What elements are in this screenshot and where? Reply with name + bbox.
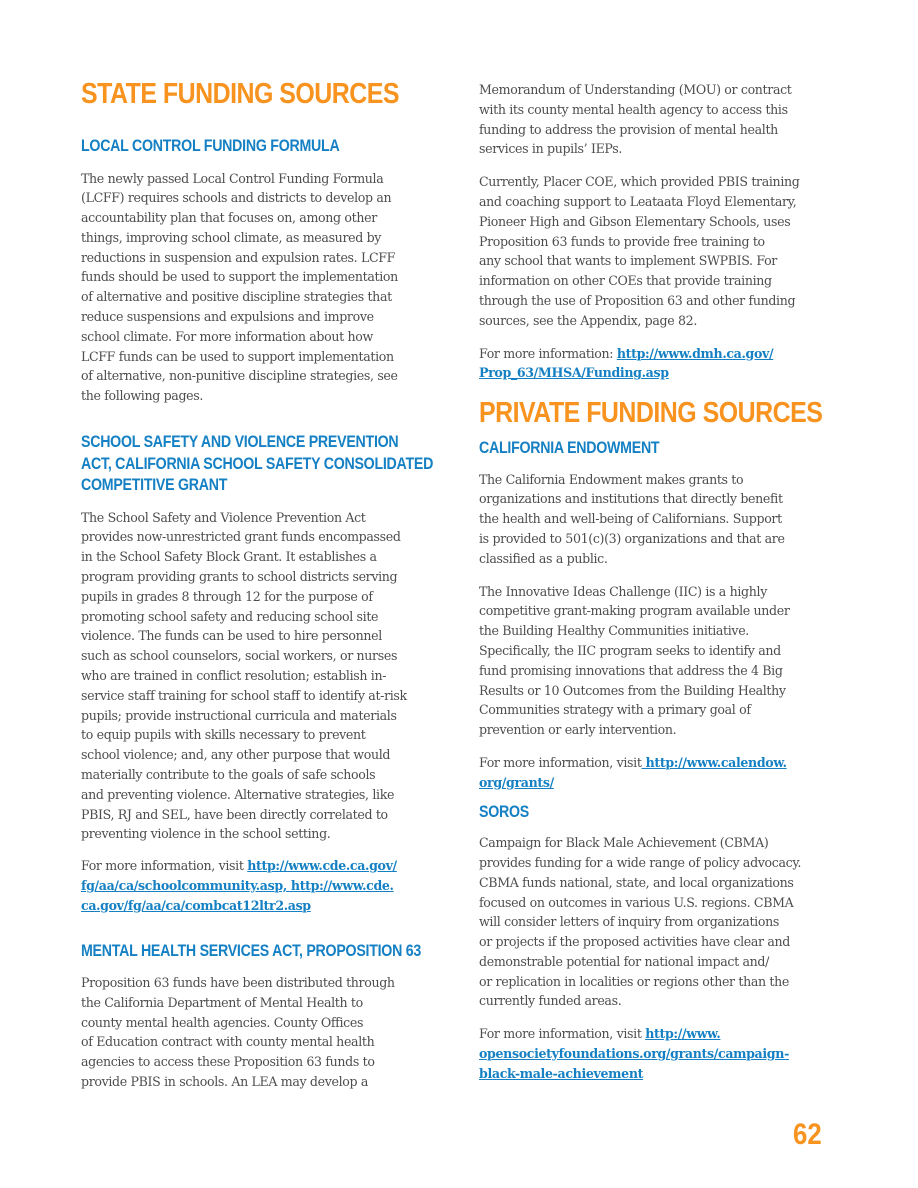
cde-combcat-link[interactable]: ca.gov/fg/aa/ca/combcat12ltr2.asp	[81, 897, 311, 913]
soros-heading: SOROS	[479, 802, 529, 821]
right-column	[479, 80, 843, 1084]
lcff-paragraph: The newly passed Local Control Funding Formula (LCFF) requires schools and districts to develop an accountability plan that focuses on, among other things, improving school climate, as measured by reductions in suspension and expulsion rates. LCFF funds should be used to support the implementation of alternative and positive discipline strategies that reduce suspensions and expulsions and improve school climate. For more information about how LCFF funds can be used to support implementation of alternative, non-punitive discipline strategies, see the following pages.	[81, 170, 398, 404]
cde-schoolcommunity-link[interactable]: http://www.cde.ca.gov/	[247, 858, 397, 874]
lcff-heading: LOCAL CONTROL FUNDING FORMULA	[81, 137, 340, 155]
mhsa-continued-paragraph: Memorandum of Understanding (MOU) or contract with its county mental health agency to access this funding to address the provision of mental health services in pupils’ IEPs.	[479, 82, 792, 157]
iic-paragraph: The Innovative Ideas Challenge (IIC) is a highly competitive grant-making program available under the Building Healthy Communities initiative. Specifically, the IIC program seeks to identify and fund promising innovations that address the 4 Big Results or 10 Outcomes from the Building Healthy Communities strategy with a primary goal of prevention or early intervention.	[479, 583, 790, 738]
placer-coe-paragraph: Currently, Placer COE, which provided PBIS training and coaching support to Leataata Floyd Elementary, Pioneer High and Gibson Elementary Schools, uses Proposition 63 funds to provide free training to any school that wants to implement SWPBIS. For information on other COEs that provide training through the use of Proposition 63 and other funding sources, see the Appendix, page 82.	[479, 174, 800, 328]
dmh-funding-link[interactable]: Prop_63/MHSA/Funding.asp	[479, 365, 669, 381]
open-society-cbma-link[interactable]: opensocietyfoundations.org/grants/campaign-	[479, 1046, 789, 1062]
california-endowment-heading: CALIFORNIA ENDOWMENT	[479, 439, 660, 458]
open-society-cbma-link[interactable]: black-male-achievement	[479, 1065, 644, 1081]
state-funding-heading: STATE FUNDING SOURCES	[81, 78, 400, 110]
open-society-cbma-link[interactable]: http://www.	[645, 1026, 721, 1042]
soros-paragraph: Campaign for Black Male Achievement (CBMA) provides funding for a wide range of policy advocacy. CBMA funds national, state, and local organizations focused on outcomes in various U.S. regions. CBMA will consider letters of inquiry from organizations or projects if the proposed activities have clear and demonstrable potential for national impact and/ or replication in localities or regions other than the currently funded areas.	[479, 835, 802, 1009]
mhsa-heading: MENTAL HEALTH SERVICES ACT, PROPOSITION 63	[81, 941, 422, 960]
left-column	[81, 78, 443, 1092]
school-safety-heading: SCHOOL SAFETY AND VIOLENCE PREVENTION ACT, CALIFORNIA SCHOOL SAFETY CONSOLIDATED COMPETITIVE GRANT	[81, 433, 434, 495]
mhsa-paragraph: Proposition 63 funds have been distributed through the California Department of Mental Health to county mental health agencies. County Offices of Education contract with county mental health agencies to access these Proposition 63 funds to provide PBIS in schools. An LEA may develop a	[81, 975, 395, 1089]
calendow-more-info: For more information, visit http://www.calendow. org/grants/	[479, 755, 787, 790]
private-funding-heading: PRIVATE FUNDING SOURCES	[479, 397, 823, 430]
soros-more-info: For more information, visit http://www. opensocietyfoundations.org/grants/campaign- black-male-achievement	[479, 1026, 789, 1081]
school-safety-paragraph: The School Safety and Violence Prevention Act provides now-unrestricted grant funds encompassed in the School Safety Block Grant. It establishes a program providing grants to school districts serving pupils in grades 8 through 12 for the purpose of promoting school safety and reducing school site violence. The funds can be used to hire personnel such as school counselors, social workers, or nurses who are trained in conflict resolution; establish in- service staff training for school staff to identify at-risk pupils; provide instructional curricula and materials to equip pupils with skills necessary to prevent school violence; and, any other purpose that would materially contribute to the goals of safe schools and preventing violence. Alternative strategies, like PBIS, RJ and SEL, have been directly correlated to preventing violence in the school setting.	[81, 509, 407, 842]
dmh-more-info: For more information: http://www.dmh.ca.gov/ Prop_63/MHSA/Funding.asp	[479, 345, 774, 381]
school-safety-more-info: For more information, visit http://www.cde.ca.gov/ fg/aa/ca/schoolcommunity.asp, http://www.cde. ca.gov/fg/aa/ca/combcat12ltr2.asp	[81, 858, 397, 913]
page-number: 62	[793, 1118, 822, 1151]
cde-schoolcommunity-link[interactable]: fg/aa/ca/schoolcommunity.asp, http://www.cde.	[81, 877, 394, 893]
dmh-funding-link[interactable]: http://www.dmh.ca.gov/	[616, 345, 774, 361]
calendow-grants-link[interactable]: org/grants/	[479, 774, 554, 790]
california-endowment-paragraph: The California Endowment makes grants to organizations and institutions that directly benefit the health and well-being of Californians. Support is provided to 501(c)(3) organizations and that are classified as a public.	[479, 471, 785, 566]
calendow-grants-link[interactable]: http://www.calendow.	[641, 755, 787, 771]
